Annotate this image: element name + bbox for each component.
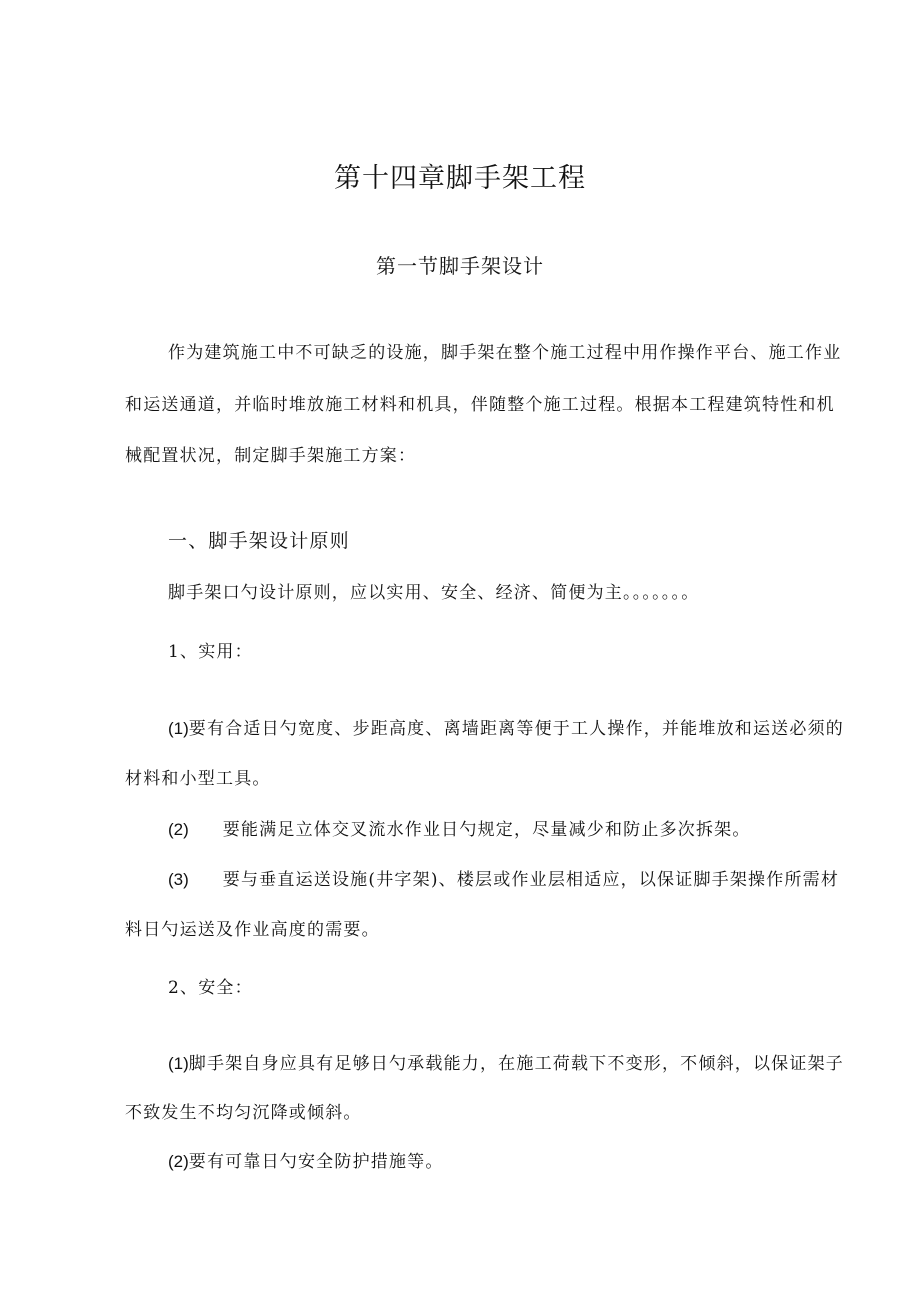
practical-item-3-number: (3) xyxy=(168,870,189,889)
chapter-title: 第十四章脚手架工程 xyxy=(334,163,586,194)
practical-item-2-text: 要能满足立体交叉流水作业日勺规定，尽量减少和防止多次拆架。 xyxy=(222,820,751,840)
intro-line-1: 作为建筑施工中不可缺乏的设施，脚手架在整个施工过程中用作操作平台、施工作业 xyxy=(168,343,842,363)
safety-item-1-line-1: 脚手架自身应具有足够日勺承载能力，在施工荷载下不变形，不倾斜，以保证架子 xyxy=(188,1054,844,1074)
safety-heading: 2、安全： xyxy=(168,978,253,998)
practical-item-1-line-2: 材料和小型工具。 xyxy=(125,769,271,789)
principles-summary: 脚手架口勺设计原则，应以实用、安全、经济、简便为主。。。。。。。 xyxy=(168,583,700,603)
safety-item-2-text: 要有可靠日勺安全防护措施等。 xyxy=(188,1152,444,1172)
safety-item-2-number: (2) xyxy=(168,1152,189,1171)
practical-item-1-number: (1) xyxy=(168,719,189,738)
practical-item-3-line-1: 要与垂直运送设施(井字架)、楼层或作业层相适应，以保证脚手架操作所需材 xyxy=(222,870,840,890)
intro-line-2: 和运送通道，并临时堆放施工材料和机具，伴随整个施工过程。根据本工程建筑特性和机 xyxy=(125,395,835,415)
section-title: 第一节脚手架设计 xyxy=(376,254,544,278)
practical-heading: 1、实用： xyxy=(168,642,253,662)
safety-item-1-line-2: 不致发生不均匀沉降或倾斜。 xyxy=(125,1103,362,1123)
practical-item-3-line-2: 料日勺运送及作业高度的需要。 xyxy=(125,920,380,940)
practical-item-1 xyxy=(168,714,844,739)
practical-item-3 xyxy=(168,865,839,890)
principles-heading: 一、脚手架设计原则 xyxy=(168,530,350,552)
safety-item-2 xyxy=(168,1147,444,1172)
practical-item-2-number: (2) xyxy=(168,820,189,839)
practical-item-2 xyxy=(168,815,751,840)
intro-line-3: 械配置状况，制定脚手架施工方案： xyxy=(125,446,417,466)
safety-item-1 xyxy=(168,1049,844,1074)
practical-item-1-line-1: 要有合适日勺宽度、步距高度、离墙距离等便于工人操作，并能堆放和运送必须的 xyxy=(188,719,844,739)
safety-item-1-number: (1) xyxy=(168,1054,189,1073)
